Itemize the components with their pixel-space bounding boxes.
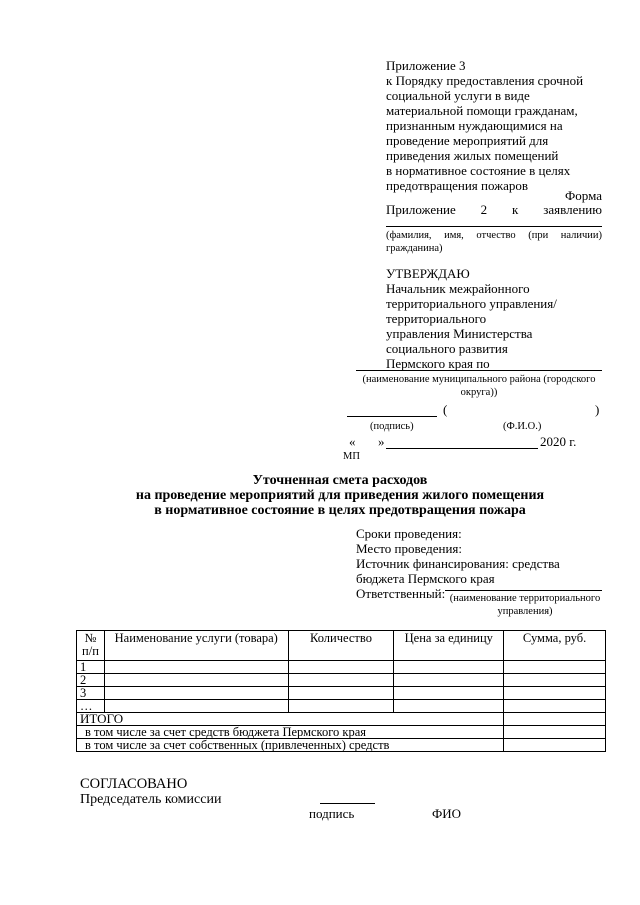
table-cell [104, 674, 288, 687]
agreed-title: СОГЛАСОВАНО [80, 776, 188, 792]
estimate-table [76, 630, 606, 752]
otvetstvenny-hint [445, 592, 605, 618]
table-cell [504, 674, 606, 687]
municipal-hint-line: (наименование муниципального района (городского [362, 374, 596, 385]
podpis-hint: (подпись) [370, 421, 414, 432]
row-num: … [77, 700, 105, 713]
title-line: в нормативное состояние в целях предотвращения пожара [154, 503, 526, 518]
table-row [77, 687, 606, 700]
appendix-line: Приложение 3 [386, 58, 466, 73]
own-label: в том числе за счет собственных (привлеченных) средств [77, 739, 504, 752]
appendix-block [386, 58, 616, 193]
sroki: Сроки проведения: [356, 526, 462, 541]
table-cell [394, 674, 504, 687]
own-row [77, 739, 606, 752]
fio-line [386, 226, 602, 227]
appendix-line: проведение мероприятий для [386, 133, 549, 148]
table-row [77, 700, 606, 713]
appendix-line: предотвращения пожаров [386, 178, 529, 193]
otvetstvenny-line [445, 590, 602, 591]
table-cell [104, 700, 288, 713]
appendix-line: приведения жилых помещений [386, 148, 559, 163]
istochnik: бюджета Пермского края [356, 571, 495, 586]
agreed-podpis: подпись [309, 806, 355, 821]
row-num: 1 [77, 661, 105, 674]
row-num: 3 [77, 687, 105, 700]
table-cell [394, 687, 504, 700]
table-row [77, 674, 606, 687]
table-cell [504, 661, 606, 674]
budget-sum [504, 726, 606, 739]
fio-hint-line: гражданина) [386, 243, 443, 254]
fio-short-hint: (Ф.И.О.) [503, 421, 542, 432]
form-num: 2 [480, 202, 488, 217]
table-cell [504, 700, 606, 713]
col-header: № п/п [77, 631, 105, 661]
itogo-label: ИТОГО [77, 713, 504, 726]
itogo-row [77, 713, 606, 726]
budget-label: в том числе за счет средств бюджета Пермского края [77, 726, 504, 739]
appendix-line: социальной услуги в виде [386, 88, 530, 103]
own-sum [504, 739, 606, 752]
table-cell [394, 661, 504, 674]
form-prilozhenie: Приложение [386, 202, 456, 217]
municipal-line [356, 370, 602, 371]
approve-line: Пермского края по [386, 356, 490, 371]
row-num: 2 [77, 674, 105, 687]
approve-line: территориального управления/ [386, 296, 557, 311]
table-cell [288, 661, 394, 674]
approve-block [386, 266, 616, 371]
budget-row [77, 726, 606, 739]
paren-close: ) [595, 402, 600, 417]
page-title [60, 473, 620, 518]
istochnik: Источник финансирования: средства [356, 556, 560, 571]
approve-line: социального развития [386, 341, 508, 356]
form-label: Форма [565, 188, 602, 203]
table-cell [504, 687, 606, 700]
table-row [77, 661, 606, 674]
mp-label: МП [343, 451, 360, 462]
date-line [386, 448, 538, 449]
paren-open: ( [443, 402, 448, 417]
otvetstvenny: Ответственный: [356, 586, 446, 601]
table-cell [104, 661, 288, 674]
itogo-sum [504, 713, 606, 726]
appendix-line: материальной помощи гражданам, [386, 103, 578, 118]
title-line: на проведение мероприятий для приведения жилого помещения [135, 488, 545, 503]
year: 2020 г. [540, 434, 577, 449]
appendix-line: признанным нуждающимися на [386, 118, 563, 133]
quote-open: « [349, 434, 356, 449]
form-zayavleniyu: заявлению [543, 202, 602, 217]
col-header: Наименование услуги (товара) [104, 631, 288, 661]
otvetstvenny-hint-line: управления) [497, 606, 553, 617]
approve-title: УТВЕРЖДАЮ [386, 266, 470, 281]
form-appendix-row [386, 202, 602, 217]
form-k: к [512, 202, 519, 217]
fio-hint-line: (фамилия, имя, отчество (при наличии) [386, 230, 602, 241]
col-header: Количество [288, 631, 394, 661]
agreed-sign-line [320, 803, 375, 804]
signature-line [347, 416, 437, 417]
otvetstvenny-hint-line: (наименование территориального [449, 593, 601, 604]
approve-line: территориального [386, 311, 487, 326]
col-header: Цена за единицу [394, 631, 504, 661]
agreed-chair: Председатель комиссии [80, 792, 222, 807]
table-cell [288, 674, 394, 687]
table-header-row [77, 631, 606, 661]
table-cell [394, 700, 504, 713]
approve-line: Начальник межрайонного [386, 281, 530, 296]
title-line: Уточненная смета расходов [252, 473, 428, 488]
table-cell [288, 700, 394, 713]
municipal-hint-line: округа)) [460, 387, 498, 398]
col-header: Сумма, руб. [504, 631, 606, 661]
approve-line: управления Министерства [386, 326, 533, 341]
table-cell [288, 687, 394, 700]
table-cell [104, 687, 288, 700]
appendix-line: к Порядку предоставления срочной [386, 73, 584, 88]
appendix-line: в нормативное состояние в целях [386, 163, 571, 178]
municipal-hint [356, 373, 602, 399]
mesto: Место проведения: [356, 541, 463, 556]
quote-close: » [378, 434, 385, 449]
fio-hint [386, 229, 602, 255]
agreed-fio: ФИО [432, 806, 462, 821]
